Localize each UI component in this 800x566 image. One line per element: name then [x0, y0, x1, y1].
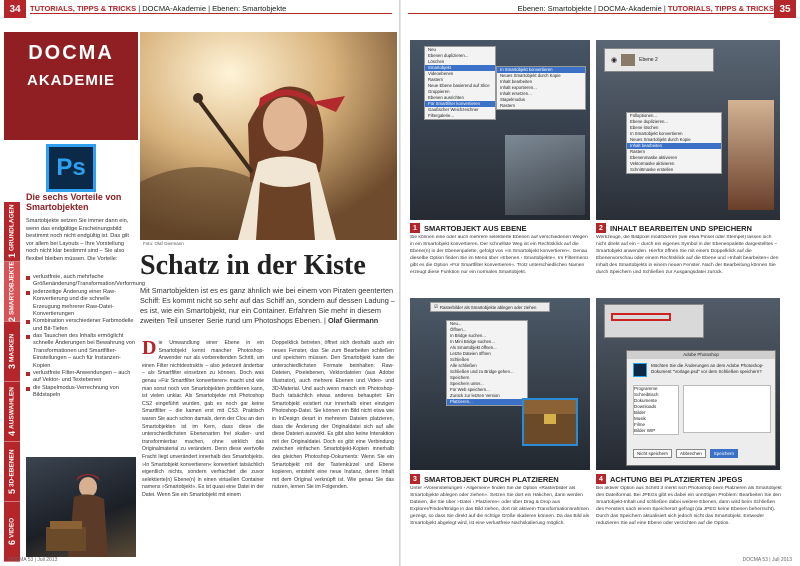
menu-item[interactable]: Ebenenmaske aktivieren [630, 155, 678, 160]
folder-item[interactable]: Downloads [634, 404, 657, 409]
menu-item[interactable]: Videoebenen [428, 71, 454, 76]
menu-item[interactable]: Gaußscher Weichzeichner [428, 107, 479, 112]
caption-2-heading [596, 223, 752, 233]
dialog-message: Möchten Sie die Änderungen an dem Adobe Photoshop-Dokument "Vorlage.psd" vor dem Schließen speichern? [651, 363, 764, 374]
tab-number: 5 [7, 488, 17, 494]
folder-item[interactable]: Bilder [634, 410, 646, 415]
highlighted-layer [611, 313, 671, 321]
tab-grundlagen[interactable] [4, 202, 20, 262]
running-head-rest: | DOCMA-Akademie | Ebenen: Smartobjekte [138, 4, 287, 13]
menu-item[interactable]: Rastern [630, 149, 646, 154]
menu-item[interactable]: In Smartobjekt konvertieren [630, 131, 683, 136]
step-title: ACHTUNG BEI PLATZIERTEN JPEGS [610, 474, 743, 484]
menu-item[interactable]: Rastern [500, 103, 516, 108]
smartobject-submenu [496, 66, 586, 110]
pirate-photo-crop [728, 100, 774, 210]
save-dialog [626, 350, 776, 466]
menu-item-smartobjekt[interactable]: Smartobjekt [425, 65, 495, 71]
list-item: das Tauschen des Inhalts ermöglicht schnelle Änderungen bei Bewahrung von Transformationen und Smartfilter-Einstellungen – auch für Instanzen-Kopien [26, 333, 138, 370]
menu-item[interactable]: Ebene löschen [630, 125, 659, 130]
layer-row[interactable] [604, 48, 714, 72]
menu-item[interactable]: Inhalt exportieren... [500, 85, 537, 90]
step-title: SMARTOBJEKT DURCH PLATZIEREN [424, 474, 559, 484]
dont-save-button[interactable]: Nicht speichern [633, 449, 672, 458]
folder-item[interactable]: Bilder WIP [634, 428, 656, 433]
docma-akademie-logo [4, 32, 138, 140]
caption-1-heading [410, 223, 527, 233]
menu-item[interactable]: Inhalt ersetzen... [500, 91, 532, 96]
checkbox-checked-icon[interactable]: ☑ [434, 304, 438, 309]
tab-3d-ebenen[interactable] [4, 442, 20, 502]
save-button[interactable]: Speichern [710, 449, 738, 458]
tab-label: SMARTOBJEKTE [8, 261, 16, 315]
body-column-1 [142, 340, 264, 550]
menu-item[interactable]: Gruppieren [428, 89, 450, 94]
tab-auswahlen[interactable] [4, 382, 20, 442]
pirate-woman-illustration [140, 32, 397, 240]
screenshot-2-edit-contents [596, 40, 780, 220]
layers-panel-thumbnail [505, 135, 585, 215]
tab-number: 3 [7, 363, 17, 369]
menu-item[interactable]: Neues Smartobjekt durch Kopie [630, 137, 691, 142]
menu-item[interactable]: Letzte Dateien öffnen [450, 351, 491, 356]
photoshop-app-icon [633, 363, 647, 377]
checkbox-label: Rasterbilder als Smartobjekte ablegen oder ziehen [439, 304, 537, 310]
layer-context-menu [626, 112, 722, 174]
folder-item[interactable]: Dokumente [634, 398, 658, 403]
menu-item[interactable]: Filtergalerie... [428, 113, 455, 118]
chest-lid [524, 400, 576, 414]
file-menu [446, 320, 528, 406]
menu-item[interactable]: Ebene duplizieren... [630, 119, 668, 124]
hero-pirate-photo [140, 32, 397, 240]
caption-3-text: Unter »Voreinstellungen › Allgemein« finden Sie die Option »Rasterbilder als Smartobjekte ablegen oder ziehen«. Setzen Sie dort ein Häkchen, dann werden Dateien, die Sie über »Datei › Platzieren« oder über Drag & Drop aus Explorer/Finder/Bridge in das Bild ziehen, dort mit aktivem Transformationsrahmen gezeigt, so dass Sie direkt auf die richtige Größe skalieren können. Da das Bild als Smartobjekt abgelegt wird, ist eine verlustfreie Nachskalierung möglich. [410, 486, 590, 526]
running-head-rest: Ebenen: Smartobjekte | DOCMA-Akademie | [517, 4, 666, 13]
menu-item[interactable]: Neu [428, 47, 436, 52]
running-head-left [30, 4, 392, 14]
menu-item[interactable]: Inhalt bearbeiten [500, 79, 533, 84]
tab-number: 6 [7, 540, 17, 546]
column-text: ie Umwandlung einer Ebene in ein Smartobjekt kennt mancher Photoshop-Anwender nur als vorbereitenden Schritt, um einen Filter nichtdestruktiv – also jederzeit änderbar – als Smartfilter einsetzen zu können. Doch was genau »Für Smartfilter konvertieren« macht und wie man sonst noch von Smartobjekten profitieren kann, ist vielen unklar. Als Smartobjekte mit Photoshop CS2 eingeführt wurden, gab es noch gar keine Smartfilter – die kamen erst mit CS3. Praktisch waren Sie auch schon damals, denn der Clou an den Smartobjekten ist im Kern, dass diese die unterschiedlichsten Ebenenarten frei skalier- und transformierbar machen, ohne wirklich das Originalmaterial zu verändern. Denn diese wertvolle Fracht liegt unverändert innerhalb des Smartobjekts. »In Smartobjekt konvertieren« konvertiert tatsächlich eigentlich nichts, sondern verfrachtet die zuvor selektierte(n) Ebene(n) in einen virtuellen Container namens »Smartobjekt«. Es ist quasi eine Datei in der Datei. Wenn Sie ein Smartobjekt mit einem [142, 340, 264, 498]
caption-2-text: Werkzeuge, die Bildpixel modifizieren (wie etwa Pinsel oder Stempel) lassen sich nicht direkt auf ein – durch ein eigenes Symbol in der Ebenenpalette dargestelltes – Smartobjekt anwenden. Hierfür öffnen Sie mit einem Doppelklick auf die Ebenenvorschau oder einem Rechtsklick auf die Ebene und »Inhalt bearbeiten« den Inhalt des Smartobjekts in einem neuen Fenster. Nach der Bearbeitung können Sie durch Speichern und Schließen zur Ausgangsdatei zurück. [596, 235, 779, 275]
tab-number: 2 [7, 316, 17, 322]
tab-label: MASKEN [8, 334, 16, 363]
menu-item-inhalt-bearbeiten[interactable]: Inhalt bearbeiten [627, 143, 721, 149]
tab-video[interactable] [4, 502, 20, 562]
screenshot-4-save-dialog [596, 298, 780, 470]
brand-line-1: DOCMA [28, 42, 114, 64]
academy-sidebar [4, 32, 146, 562]
menu-item[interactable]: Speichern [450, 375, 470, 380]
screenshot-3-place-file [410, 298, 590, 470]
caption-4-text: Bei aktiver Option aus Schritt 3 merkt sich Photoshop beim Platzieren als Smartobjekt den Dateiformat. Bei JPEGs gibt es dabei ein unnötigen Problem: Bearbeiten Sie den Smartobjekt-Inhalt und schließen dabei weitere Ebenen, dann wird beim Schließen des Fensters nach einem Speicherort gefragt (da JPEG keine Ebenen beherrscht). Durch das Speichern aktualisiert sich jedoch nicht das Smartobjekt. Entweder reduzieren Sie auf eine Ebene oder verzichten auf die Option. [596, 486, 782, 526]
step-number: 3 [410, 474, 420, 484]
tab-masken[interactable] [4, 322, 20, 382]
body-column-2: Doppelklick betreten, öffnet sich deshalb auch ein neues Fenster, das Sie zum Bearbeiten schließen und speichern müssen. Den Smartobjekt kann die unterschiedlichsten Formate beinhalten: Raw-Dateien, Pixelebenen, Vektordateien (aus Adobe Illustrator), auch mehrere Ebenen und Video- und 3D-Material. Und auch wenn manch ein Photoshop-Buch tatsächlich etwas anderes behauptet: Ein Smartobjekt existiert nur innerhalb einer einzigen Photoshop-Datei. Sie können ein Bild nicht etwa wie in InDesign derart in mehreren Dateien platzieren, dass die Änderung der Originaldatei sich auf alle diese Dateien auswirkt. Es gibt also keine Interaktion mit der Originaldatei. Doch es gibt eine Verbindung zwischen einfachen Smartobjekt-Kopien innerhalb des gleichen Photoshop-Dokuments: Wenn Sie ein Smartobjekt mit der Tastenkürzel und Ebene kopieren, entsteht eine neue Instanz, deren Inhalt mit dem Original verknüpft ist. Wie genau Sie das nutzen, lernen Sie im Folgenden. [272, 340, 394, 491]
sidebar-heading: Die sechs Vorteile von Smartobjekten [26, 192, 122, 213]
menu-item-in-smartobjekt-konvertieren[interactable]: In Smartobjekt konvertieren [497, 67, 585, 73]
cancel-button[interactable]: Abbrechen [676, 449, 706, 458]
tab-label: VIDEO [8, 517, 16, 539]
running-head-section: TUTORIALS, TIPPS & TRICKS [30, 4, 137, 13]
page-number-left: 34 [4, 0, 26, 18]
menu-item[interactable]: Stapelmodus [500, 97, 526, 102]
folder-list [633, 385, 679, 435]
menu-item[interactable]: Schließen [450, 357, 470, 362]
list-item: jederzeitige Änderung einer Raw-Konvertierung und die schnelle Erzeugung mehrerer Raw-Datei-Konvertierungen [26, 289, 138, 319]
author-name: Olaf Giermann [327, 316, 379, 326]
footer-left: DOCMA 53 | Juli 2013 [8, 557, 58, 563]
menu-item[interactable]: Fülloptionen... [630, 113, 657, 118]
menu-item[interactable]: Als Smartobjekt öffnen... [450, 345, 497, 350]
page-number-right: 35 [774, 0, 796, 18]
dialog-title: Adobe Photoshop [627, 351, 775, 359]
menu-item[interactable]: Neue Ebene basierend auf Slice [428, 83, 490, 88]
treasure-chest-image[interactable] [522, 398, 578, 446]
tab-number: 4 [7, 430, 17, 436]
menu-item-fuer-smartfilter[interactable]: Für Smartfilter konvertieren [425, 101, 495, 107]
menu-item[interactable]: In Bridge suchen... [450, 333, 486, 338]
footer-right: DOCMA 53 | Juli 2013 [742, 557, 792, 563]
menu-item[interactable]: In Mini Bridge suchen... [450, 339, 495, 344]
step-number: 4 [596, 474, 606, 484]
preference-checkbox-row[interactable] [430, 302, 550, 312]
menu-item[interactable]: Speichern unter... [450, 381, 484, 386]
photoshop-logo-text: Ps [56, 154, 86, 181]
running-head-right [408, 4, 774, 14]
menu-item[interactable]: Ebenen ausrichten [428, 95, 464, 100]
tab-label: 3D-EBENEN [8, 449, 16, 487]
pirate-thumbnail-graphic [26, 457, 136, 557]
menu-item[interactable]: Neues Smartobjekt durch Kopie [500, 73, 561, 78]
layer-thumbnail [621, 54, 635, 66]
step-number: 1 [410, 223, 420, 233]
article-title: Schatz in der Kiste [140, 250, 366, 281]
layers-panel [604, 304, 704, 338]
file-browser-pane [683, 385, 771, 433]
page-gutter [399, 0, 401, 566]
photo-credit: Foto: Olaf Giermann [143, 241, 184, 246]
dialog-buttons [633, 449, 738, 458]
caption-1-text: Sie können eine oder auch mehrere selektierte Ebenen auf verschiedenen Wegen in ein Smartobjekt konvertieren. Der schnellste Weg ist ein Rechtsklick auf die Ebene(n) in der Ebenenpalette, gefolgt von »In Smartobjekt konvertieren«. Genau dieselbe Option finden Sie im Menü über »Ebenen › Smartobjekte«. Im Filtermenü gibt es die Option »Für Smartfilter konvertieren«. Trotz unterschiedlichen Namen erzeugt diese Funktion nur ein normales Smartobjekt. [410, 235, 588, 275]
tab-smartobjekte[interactable] [4, 262, 20, 322]
layer-menu [424, 46, 496, 120]
folder-item[interactable]: Schreibtisch [634, 392, 659, 397]
menu-item[interactable]: Neu... [450, 321, 462, 326]
list-item: Kombination verschiedener Farbmodelle und Bit-Tiefen [26, 318, 138, 333]
menu-item[interactable]: Löschen [428, 59, 445, 64]
chest-lock-icon [544, 414, 556, 424]
menu-item[interactable]: Rastern [428, 77, 444, 82]
menu-item[interactable]: Vektormaske aktivieren [630, 161, 675, 166]
screenshot-1-layer-menu [410, 40, 590, 220]
caption-4-heading [596, 474, 742, 484]
eye-icon[interactable]: ◉ [611, 57, 618, 64]
tab-number: 1 [7, 253, 17, 259]
menu-item[interactable]: Alle schließen [450, 363, 477, 368]
sidebar-thumbnail-image [26, 457, 136, 557]
menu-item-platzieren[interactable]: Platzieren... [447, 399, 527, 405]
menu-item[interactable]: Für Web speichern... [450, 387, 490, 392]
sidebar-intro: Smartobjekte setzen Sie immer dann ein, wenn das endgültige Erscheinungsbild bestimmt noch nicht endgültig ist. Das gilt vor allem bei Layouts – Ihre Vorstellung noch nicht klar bestimmt sind – Sie also flexibel bleiben müssen. Die Vorteile: [26, 218, 129, 262]
menu-item[interactable]: Zurück zur letzten Version [450, 393, 500, 398]
article-lead [140, 286, 395, 326]
brand-line-2: AKADEMIE [26, 72, 115, 89]
layer-name: Ebene 2 [639, 57, 658, 63]
photoshop-logo-icon [46, 144, 96, 192]
running-head-section: TUTORIALS, TIPPS & TRICKS [667, 4, 774, 13]
menu-item[interactable]: Schnittmaske erstellen [630, 167, 674, 172]
folder-item[interactable]: Programme [634, 386, 658, 391]
menu-item[interactable]: Schließen und zu Bridge gehen... [450, 369, 514, 374]
menu-item[interactable]: Öffnen... [450, 327, 467, 332]
sidebar-advantages-list [26, 274, 146, 399]
step-number: 2 [596, 223, 606, 233]
drop-cap: D [142, 340, 157, 359]
list-item: verlustfreie, auch mehrfache Größenänderung/Transformation/Verformung [26, 274, 138, 289]
caption-3-heading [410, 474, 559, 484]
list-item: die Stapelmodus-Verrechnung von Bildstapeln [26, 385, 138, 400]
step-title: INHALT BEARBEITEN UND SPEICHERN [610, 223, 752, 233]
menu-item[interactable]: Ebenen duplizieren... [428, 53, 469, 58]
tab-label: GRUNDLAGEN [8, 204, 16, 252]
folder-item[interactable]: Filme [634, 422, 645, 427]
tab-label: AUSWAHLEN [8, 387, 16, 430]
step-title: SMARTOBJEKT AUS EBENE [424, 223, 527, 233]
folder-item[interactable]: Musik [634, 416, 646, 421]
list-item: verlustfreie Filter-Anwendungen – auch auf Vektor- und Textebenen [26, 370, 138, 385]
section-tabs [4, 202, 20, 562]
lead-text: Mit Smartobjekten ist es es ganz ähnlich wie bei einem von Piraten geenterten Schiff: Es kommt nicht so sehr auf das Schiff an, sondern auf dessen Ladung – es ist, wie ein Smartobjekt, nur ein Container. Erfahren Sie mehr in diesem zweiten Teil unserer Serie rund um Photoshops Ebenen. | [140, 286, 395, 326]
